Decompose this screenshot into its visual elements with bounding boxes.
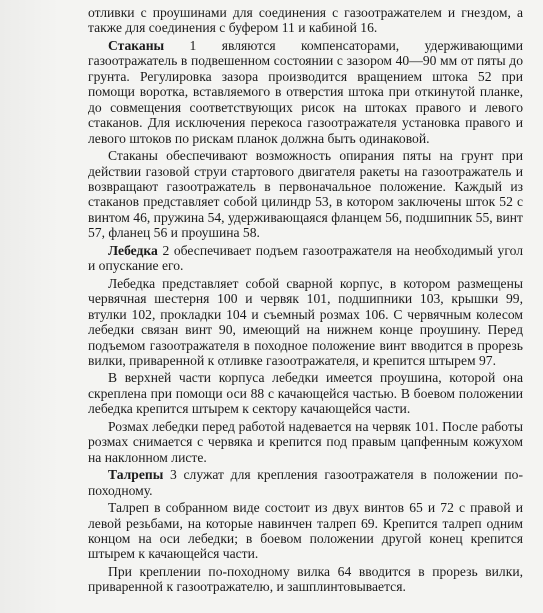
paragraph-8-text: 3 служат для крепления газоотражателя в положении по-походному. xyxy=(88,467,523,498)
term-stakany: Стаканы xyxy=(108,37,165,53)
paragraph-2-text: 1 являются компенсаторами, удерживающими газоотражатель в подвешенном состоянии с зазором 40—90 мм от пяты до грунта. Регулировка зазора производится вращением штока 52 при помощи воротка, вставляемого в отверстия штока при откинутой планке, до совмещения соответствующих рисок на штоках правого и левого стаканов. Для исключения перекоса газоотражателя установка правого и левого штоков по рискам планок должна быть одинаковой. xyxy=(88,37,523,146)
paragraph-6 xyxy=(88,370,523,416)
paragraph-4-text: 2 обеспечивает подъем газоотражателя на необходимый угол и опускание его. xyxy=(88,242,523,274)
paragraph-1-text: отливки с проушинами для соединения с газоотражателем и гнездом, а также для соединения с буфером 11 и кабиной 16. xyxy=(88,5,523,36)
paragraph-9-text: Талреп в собранном виде состоит из двух винтов 65 и 72 с правой и левой резьбами, на которые навинчен талреп 69. Крепится талреп одним концом на оси лебедки; в боевом положении другой конец крепится штырем к качающейся части. xyxy=(88,500,523,562)
paragraph-3-text: Стаканы обеспечивают возможность опирания пяты на грунт при действии газовой струи стартового двигателя ракеты на газоотражатель и возвращают газоотражатель в первоначальное положение. Каждый из стаканов представляет собой цилиндр 53, в котором заключены шток 52 с винтом 46, пружина 54, удерживающаяся фланцем 56, подшипник 55, винт 57, фланец 56 и проушина 58. xyxy=(88,148,523,241)
term-talrepy: Талрепы xyxy=(108,467,164,483)
paragraph-7 xyxy=(88,419,523,465)
term-lebedka: Лебедка xyxy=(108,242,158,258)
paragraph-6-text: В верхней части корпуса лебедки имеется проушина, которой она скреплена при помощи оси 88 с качающейся частью. В боевом положении лебедка крепится штырем к сектору качающейся части. xyxy=(88,370,523,417)
paragraph-1 xyxy=(88,5,523,36)
paragraph-10-text: При креплении по-походному вилка 64 вводится в прорезь вилки, приваренной к газоотражателю, и зашплинтовывается. xyxy=(88,563,523,595)
paragraph-5 xyxy=(88,276,523,369)
paragraph-9 xyxy=(88,500,523,562)
paragraph-3 xyxy=(88,148,523,241)
paragraph-7-text: Розмах лебедки перед работой надевается на червяк 101. После работы розмах снимается с червяка и крепится под правым цапфенным кожухом на наклонном листе. xyxy=(88,418,523,465)
paragraph-2 xyxy=(88,38,523,146)
paragraph-8 xyxy=(88,467,523,498)
paragraph-4 xyxy=(88,243,523,274)
paragraph-10 xyxy=(88,564,523,595)
paragraph-5-text: Лебедка представляет собой сварной корпус, в котором размещены червячная шестерня 100 и червяк 101, подшипники 103, крышки 99, втулки 102, прокладки 104 и съемный розмах 106. С червячным колесом лебедки связан винт 90, имеющий на нижнем конце проушину. Перед подъемом газоотражателя в походное положение винт вводится в прорезь вилки, приваренной к отливке газоотражателя, и крепится штырем 97. xyxy=(88,275,523,368)
